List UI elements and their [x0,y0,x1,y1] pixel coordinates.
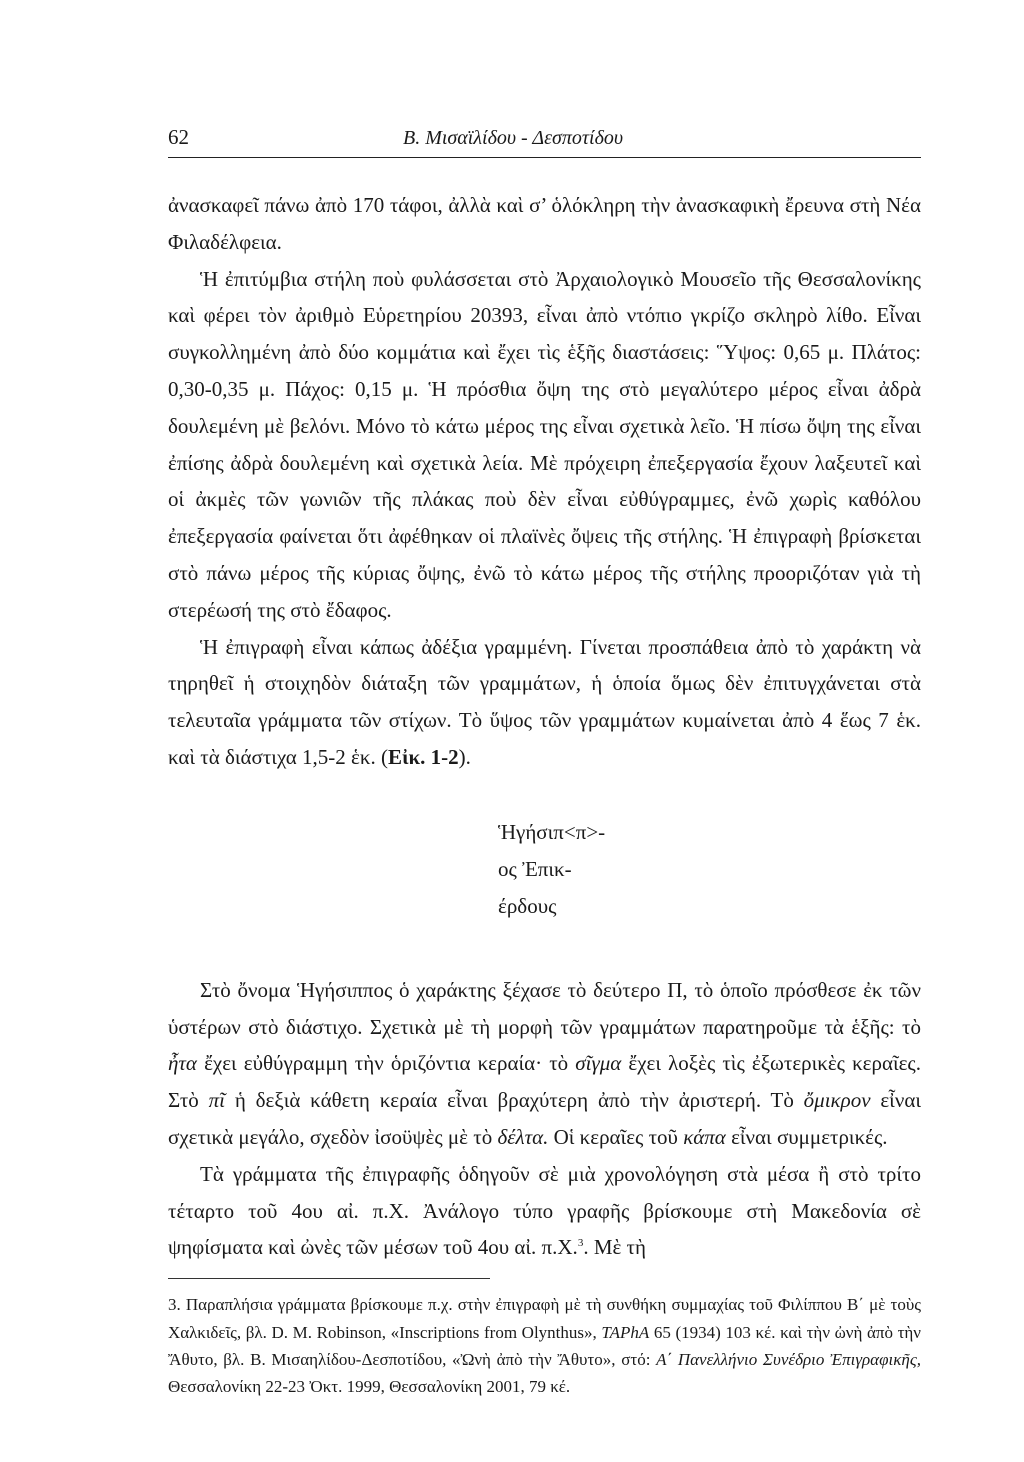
paragraph-inscription-description [168,629,921,776]
letter-name: δέλτα. [497,1124,549,1149]
text-run: Τὰ γράμματα τῆς ἐπιγραφῆς ὁδηγοῦν σὲ μιὰ χρονολόγηση στὰ μέσα ἢ στὸ τρίτο τέταρτο τοῦ 4ου αἰ. π.Χ. Ἀνάλογο τύπο γραφῆς βρίσκουμε στὴ Μακεδονία σὲ ψηφίσματα καὶ ὠνὲς τῶν μέσων τοῦ 4ου αἰ. π.Χ. [168,1161,921,1260]
text-run: εἶναι συμμετρικές. [725,1124,888,1149]
proceedings-title: Α΄ Πανελλήνιο Συνέδριο Ἐπιγραφικῆς, [656,1349,921,1369]
footnote-number: 3. [168,1295,181,1315]
paragraph-text-end: ). [458,744,471,769]
letter-name: πῖ [208,1088,225,1113]
letter-name: ὄμικρον [803,1088,871,1113]
footnote-marker[interactable]: 3 [577,1237,584,1250]
inscription-text [498,814,921,925]
text-run: Θεσσαλονίκη 22-23 Ὀκτ. 1999, Θεσσαλονίκη 2001, 79 κέ. [168,1377,571,1397]
text-run: ἡ δεξιὰ κάθετη κεραία εἶναι βραχύτερη ἀπὸ τὴν ἀριστερή. Τὸ [224,1088,804,1113]
running-title: Β. Μισαϊλίδου - Δεσποτίδου [403,127,624,149]
inscription-line: ος Ἐπικ- [498,856,572,881]
text-run: . Μὲ τὴ [583,1235,646,1260]
paragraph-stele-description: Ἡ ἐπιτύμβια στήλη ποὺ φυλάσσεται στὸ Ἀρχαιολογικὸ Μουσεῖο τῆς Θεσσαλονίκης καὶ φέρει τὸν ἀριθμὸ Εὑρετηρίου 20393, εἶναι ἀπὸ ντόπιο γκρίζο σκληρὸ λίθο. Εἶναι συγκολλημένη ἀπὸ δύο κομμάτια καὶ ἔχει τὶς ἑξῆς διαστάσεις: Ὕψος: 0,65 μ. Πλάτος: 0,30-0,35 μ. Πάχος: 0,15 μ. Ἡ πρόσθια ὄψη της στὸ μεγαλύτερο μέρος εἶναι ἀδρὰ δουλεμένη μὲ βελόνι. Μόνο τὸ κάτω μέρος της εἶναι σχετικὰ λεῖο. Ἡ πίσω ὄψη της εἶναι ἐπίσης ἀδρὰ δουλεμένη καὶ σχετικὰ λεία. Μὲ πρόχειρη ἐπεξεργασία ἔχουν λαξευτεῖ καὶ οἱ ἀκμὲς τῶν γωνιῶν τῆς πλάκας ποὺ δὲν εἶναι εὐθύγραμμες, ἐνῶ χωρὶς καθόλου ἐπεξεργασία φαίνεται ὅτι ἀφέθηκαν οἱ πλαϊνὲς ὄψεις τῆς στήλης. Ἡ ἐπιγραφὴ βρίσκεται στὸ πάνω μέρος τῆς κύριας ὄψης, ἐνῶ τὸ κάτω μέρος τῆς στήλης προοριζόταν γιὰ τὴ στερέωσή της στὸ ἔδαφος. [168,266,921,622]
paragraph-letter-forms [168,972,921,1156]
inscription-line: Ἡγήσιπ<π>- [498,819,606,844]
paragraph-dating [168,1156,921,1266]
paragraph-continuation: ἀνασκαφεῖ πάνω ἀπὸ 170 τάφοι, ἀλλὰ καὶ σ’ ὁλόκληρη τὴν ἀνασκαφικὴ ἔρευνα στὴ Νέα Φιλαδέλφεια. [168,193,921,254]
text-run: Στὸ ὄνομα Ἡγήσιππος ὁ χαράκτης ξέχασε τὸ δεύτερο Π, τὸ ὁποῖο πρόσθεσε ἐκ τῶν ὑστέρων στὸ διάστιχο. Σχετικὰ μὲ τὴ μορφὴ τῶν γραμμάτων παρατηροῦμε τὰ ἑξῆς: τὸ [168,977,921,1039]
letter-name: κάπα [683,1124,726,1149]
text-run: ἔχει εὐθύγραμμη τὴν ὁριζόντια κεραία· τὸ [196,1051,576,1076]
document-page [168,125,921,1401]
commentary [168,972,921,1266]
text-run: εἶναι σχετικὰ μεγάλο, σχεδὸν ἰσοϋψὲς μὲ τὸ [168,1088,921,1149]
footnote-3 [168,1291,921,1401]
page-number: 62 [168,125,189,149]
footnote-separator [168,1278,490,1279]
paragraph-text: Ἡ ἐπιγραφὴ εἶναι κάπως ἀδέξια γραμμένη. Γίνεται προσπάθεια ἀπὸ τὸ χαράκτη νὰ τηρηθεῖ ἡ στοιχηδὸν διάταξη τῶν γραμμάτων, ἡ ὁποία ὅμως δὲν ἐπιτυγχάνεται στὰ τελευταῖα γράμματα τῶν στίχων. Τὸ ὕψος τῶν γραμμάτων κυμαίνεται ἀπὸ 4 ἕως 7 ἑκ. καὶ τὰ διάστιχα 1,5-2 ἑκ. ( [168,634,921,769]
body-text [168,187,921,1266]
text-run: 65 (1934) 103 κέ. καὶ τὴν ὠνὴ ἀπὸ τὴν Ἄθυτο, βλ. Β. Μισαηλίδου-Δεσποτίδου, «Ὠνὴ ἀπὸ τὴν Ἄθυτο», στό: [168,1322,921,1369]
page-header [168,125,921,158]
journal-title: TAPhA [601,1322,650,1342]
letter-name: σῖγμα [575,1051,622,1076]
footnote [168,1291,921,1401]
figure-reference: Εἰκ. 1-2 [387,744,459,769]
letter-name: ἦτα [168,1051,197,1076]
text-run: Οἱ κεραῖες τοῦ [548,1124,684,1149]
inscription-line: έρδους [498,893,557,918]
text-run: Παραπλήσια γράμματα βρίσκουμε π.χ. στὴν ἐπιγραφὴ μὲ τὴ συνθήκη συμμαχίας τοῦ Φιλίππου Β΄ μὲ τοὺς Χαλκιδεῖς, βλ. D. M. Robinson, «Inscriptions from Olynthus», [168,1295,921,1342]
text-run: ἔχει λοξὲς τὶς ἐξωτερικὲς κεραῖες. Στὸ [168,1051,921,1113]
